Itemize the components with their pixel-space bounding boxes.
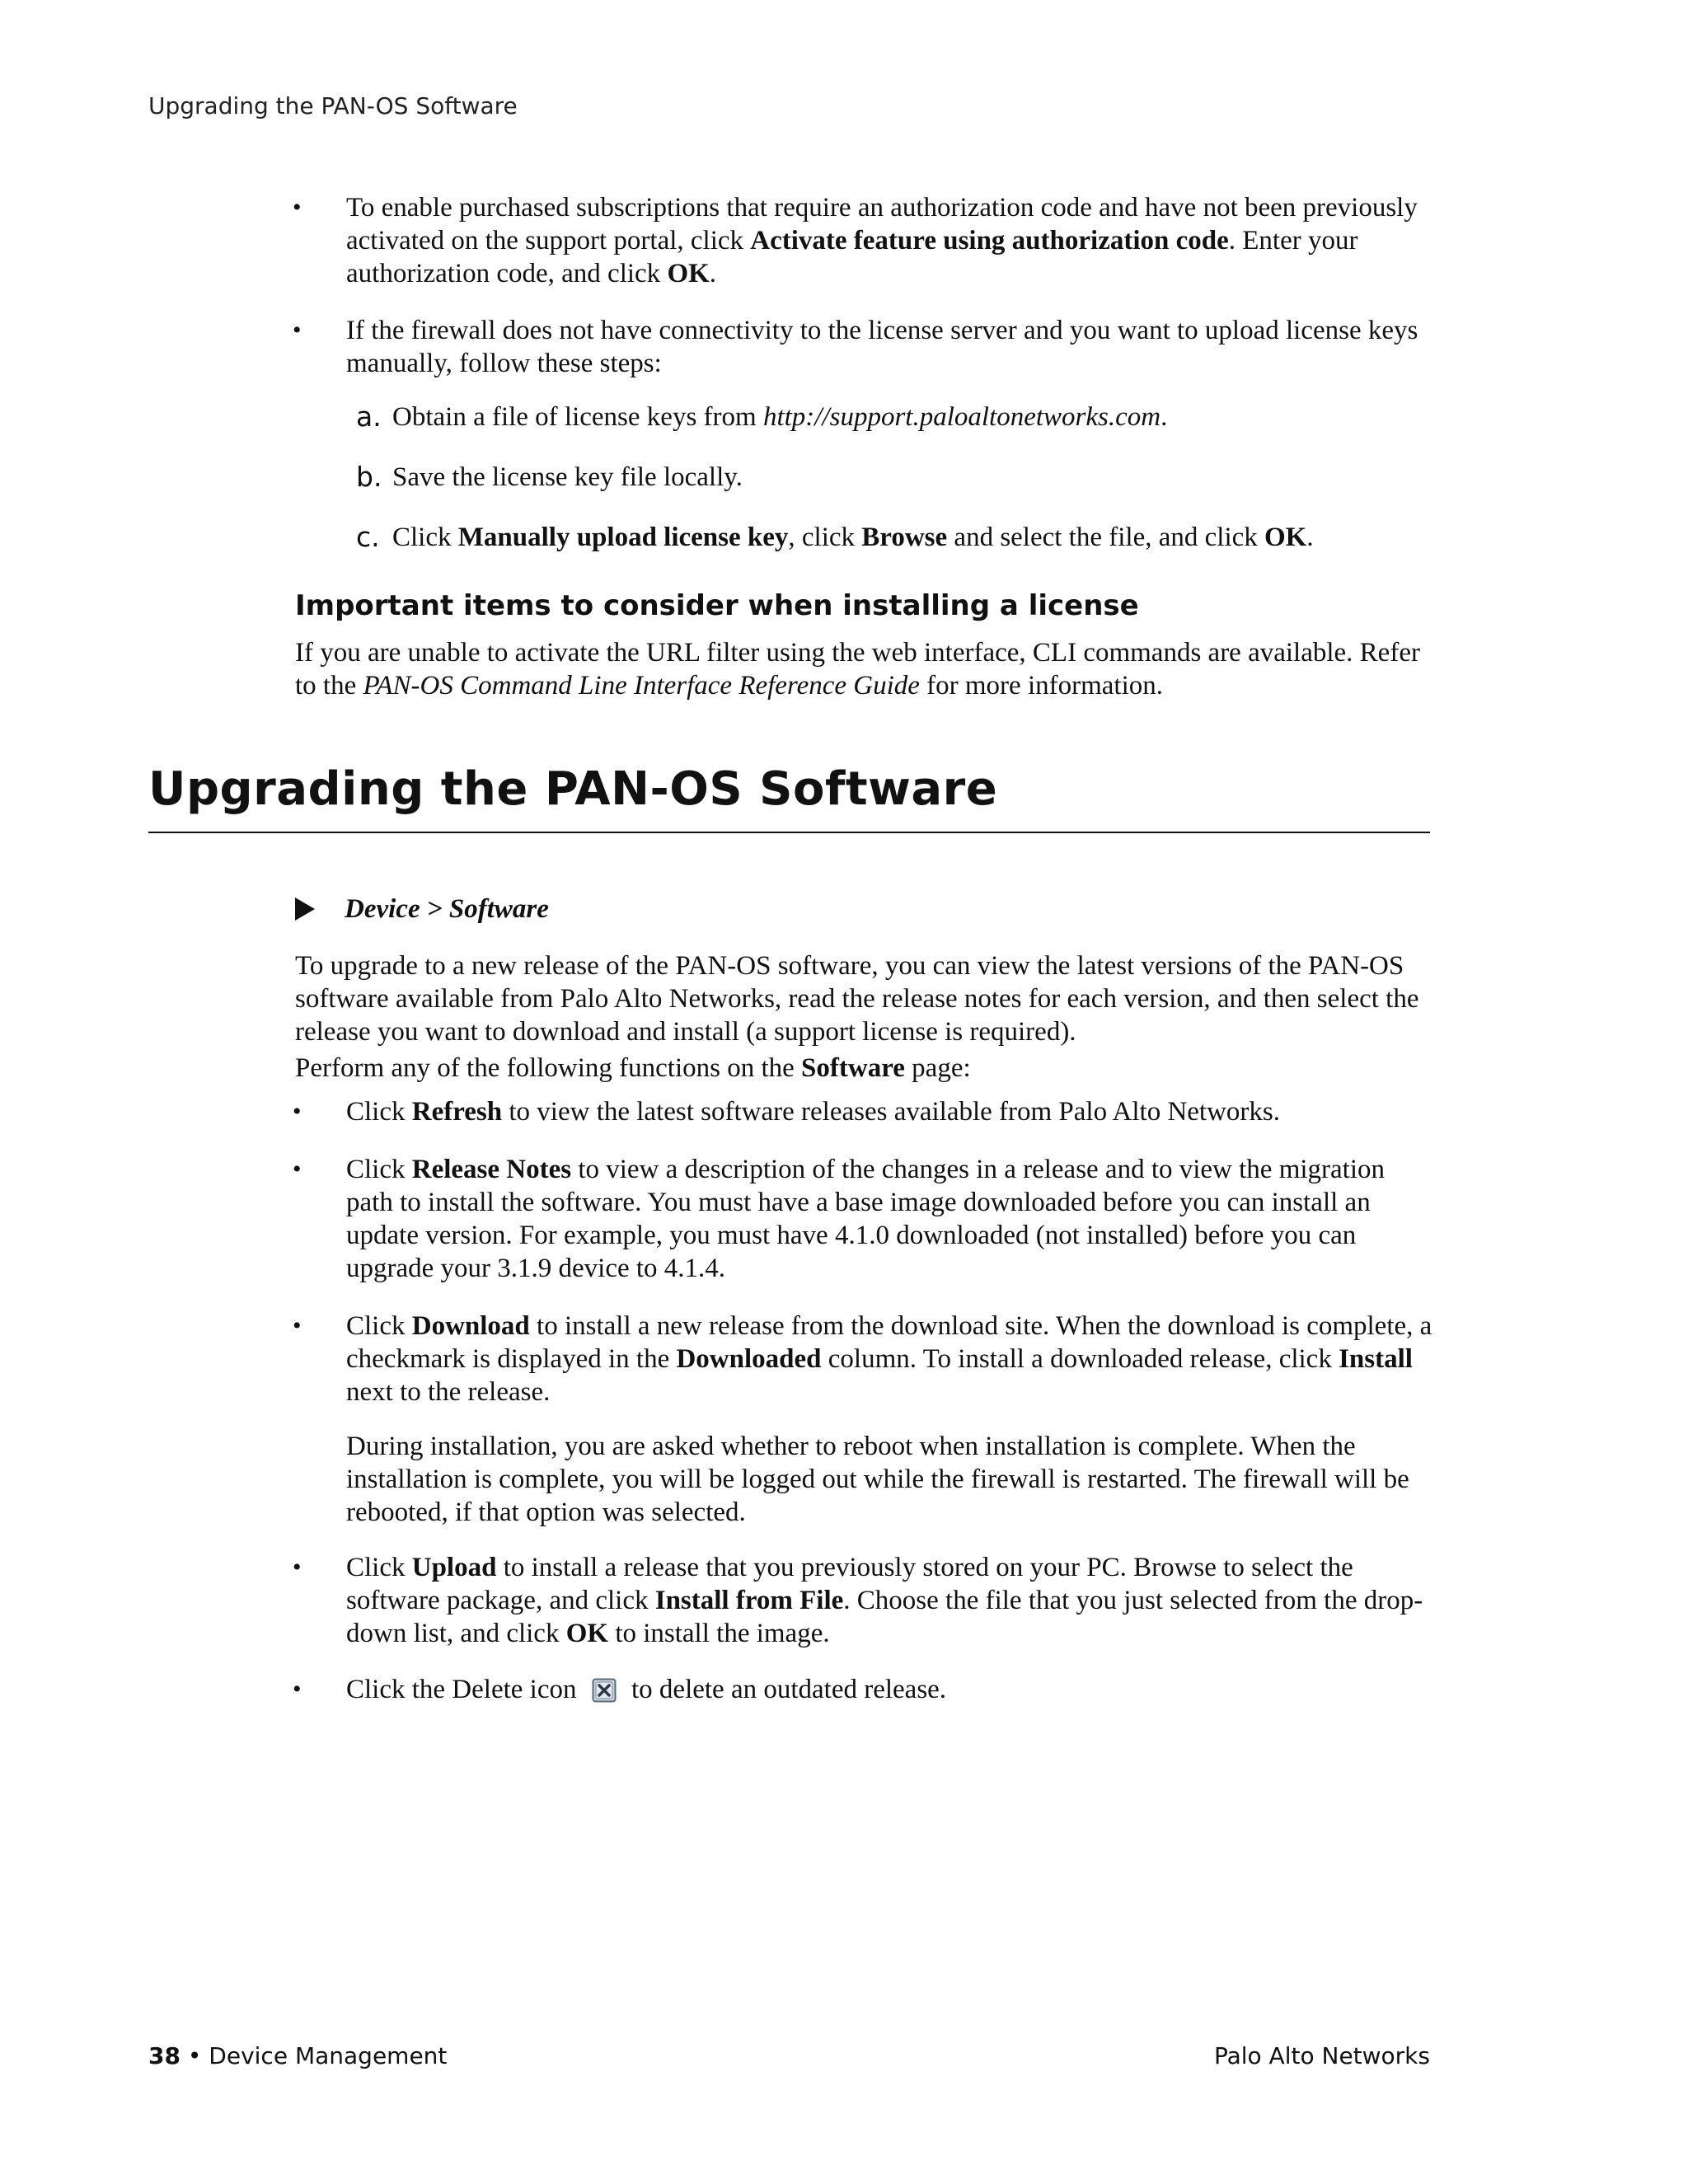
nav-path-text: Device > Software bbox=[345, 894, 549, 924]
bullet-text: to install the image. bbox=[608, 1619, 830, 1648]
bullet-dot: • bbox=[293, 1155, 302, 1183]
bullet-delete bbox=[346, 1673, 1438, 1706]
bullet-text: . bbox=[709, 259, 717, 288]
bullet-dot: • bbox=[293, 1554, 302, 1581]
bullet-text: to install a release that you previously stored on your PC. Browse to select the software package, and click bbox=[346, 1553, 1353, 1615]
bullet-text: column. To install a downloaded release, click bbox=[821, 1344, 1339, 1374]
step-text: . bbox=[1306, 523, 1314, 552]
footer-separator: • bbox=[180, 2042, 209, 2069]
body-text: page: bbox=[904, 1053, 971, 1083]
bullet-dot: • bbox=[293, 1312, 302, 1339]
body-text: Perform any of the following functions on the bbox=[295, 1053, 802, 1083]
ui-term: Activate feature using authorization code bbox=[750, 226, 1229, 255]
delete-x-icon bbox=[592, 1678, 617, 1703]
step-click-upload bbox=[392, 521, 1431, 554]
ui-term: Download bbox=[411, 1311, 530, 1341]
ui-term: OK bbox=[667, 259, 710, 288]
support-link[interactable]: http://support.paloaltonetworks.com bbox=[762, 402, 1161, 432]
bullet-dot: • bbox=[293, 1098, 302, 1125]
subsection-body bbox=[295, 636, 1441, 702]
step-text: Click bbox=[392, 523, 458, 552]
nav-path bbox=[295, 893, 549, 926]
guide-title: PAN-OS Command Line Interface Reference Guide bbox=[363, 671, 920, 701]
bullet-manual-upload: If the firewall does not have connectivity to the license server and you want to upload license keys manually, follow these steps: bbox=[346, 316, 1418, 378]
bullet-download bbox=[346, 1310, 1438, 1408]
section-intro: To upgrade to a new release of the PAN-OS software, you can view the latest versions of the PAN-OS software available from Palo Alto Networks, read the release notes for each version, and then select the release you want to download and install (a support license is required). bbox=[295, 951, 1419, 1047]
bullet-refresh bbox=[346, 1095, 1438, 1128]
subsection-heading: Important items to consider when installing a license bbox=[295, 589, 1139, 622]
bullet-text: Click the Delete icon bbox=[346, 1675, 577, 1704]
bullet-activate-feature bbox=[346, 191, 1438, 290]
step-letter: b. bbox=[356, 461, 382, 493]
page-number: 38 bbox=[148, 2042, 181, 2069]
step-save-file: Save the license key file locally. bbox=[392, 462, 743, 492]
bullet-dot: • bbox=[293, 194, 302, 221]
bullet-text: Click bbox=[346, 1553, 412, 1582]
step-text: and select the file, and click bbox=[947, 523, 1265, 552]
bullet-text: to install a new release from the download site. When the download is complete, a checkmark is displayed in the bbox=[346, 1311, 1432, 1374]
ui-term: Install from File bbox=[654, 1586, 844, 1615]
body-text: for more information. bbox=[919, 671, 1163, 701]
perform-intro bbox=[295, 1052, 1441, 1085]
ui-term: Upload bbox=[411, 1553, 497, 1582]
step-obtain-file bbox=[392, 401, 1431, 434]
section-rule bbox=[148, 832, 1430, 833]
bullet-text: Click bbox=[346, 1097, 412, 1127]
ui-term: Software bbox=[801, 1053, 905, 1083]
bullet-upload bbox=[346, 1551, 1442, 1650]
bullet-dot: • bbox=[293, 1675, 302, 1703]
ui-term: Release Notes bbox=[411, 1155, 572, 1184]
ui-term: OK bbox=[565, 1619, 609, 1648]
step-letter: c. bbox=[356, 521, 380, 553]
page-footer-left bbox=[148, 2042, 447, 2069]
bullet-release-notes bbox=[346, 1153, 1409, 1285]
step-text: . bbox=[1160, 402, 1168, 432]
ui-term: OK bbox=[1264, 523, 1307, 552]
download-note: During installation, you are asked whether to reboot when installation is complete. When the installation is complete, you will be logged out while the firewall is restarted. The firewall will be rebooted, if that option was selected. bbox=[346, 1432, 1409, 1527]
step-letter: a. bbox=[356, 401, 382, 433]
bullet-text: Click bbox=[346, 1155, 412, 1184]
bullet-text: next to the release. bbox=[346, 1377, 551, 1407]
page-footer-right: Palo Alto Networks bbox=[1213, 2042, 1430, 2069]
bullet-text: To enable purchased subscriptions that require an authorization code and have not been previously activated on the support portal, click bbox=[346, 193, 1418, 255]
running-header: Upgrading the PAN-OS Software bbox=[148, 92, 518, 120]
ui-term: Manually upload license key bbox=[457, 523, 789, 552]
bullet-text: . Enter your authorization code, and click bbox=[346, 226, 1358, 288]
ui-term: Browse bbox=[861, 523, 948, 552]
bullet-text: to delete an outdated release. bbox=[631, 1675, 947, 1704]
bullet-text: to view a description of the changes in a release and to view the migration path to install the software. You must have a base image downloaded before you can install an update version. For example, you must have 4.1.0 downloaded (not installed) before you can upgrade your 3.1.9 device to 4.1.4. bbox=[346, 1155, 1386, 1283]
ui-term: Refresh bbox=[411, 1097, 503, 1127]
step-text: Obtain a file of license keys from bbox=[392, 402, 763, 432]
chapter-name: Device Management bbox=[209, 2042, 448, 2069]
bullet-dot: • bbox=[293, 316, 302, 344]
ui-term: Downloaded bbox=[676, 1344, 822, 1374]
bullet-text: . Choose the file that you just selected from the drop-down list, and click bbox=[346, 1586, 1423, 1648]
step-text: , click bbox=[788, 523, 862, 552]
body-text: If you are unable to activate the URL filter using the web interface, CLI commands are available. Refer to the bbox=[295, 638, 1420, 701]
triangle-right-icon bbox=[295, 898, 315, 921]
ui-term: Install bbox=[1339, 1344, 1413, 1374]
bullet-text: to view the latest software releases available from Palo Alto Networks. bbox=[502, 1097, 1281, 1127]
bullet-text: Click bbox=[346, 1311, 412, 1341]
section-title: Upgrading the PAN-OS Software bbox=[148, 762, 998, 816]
